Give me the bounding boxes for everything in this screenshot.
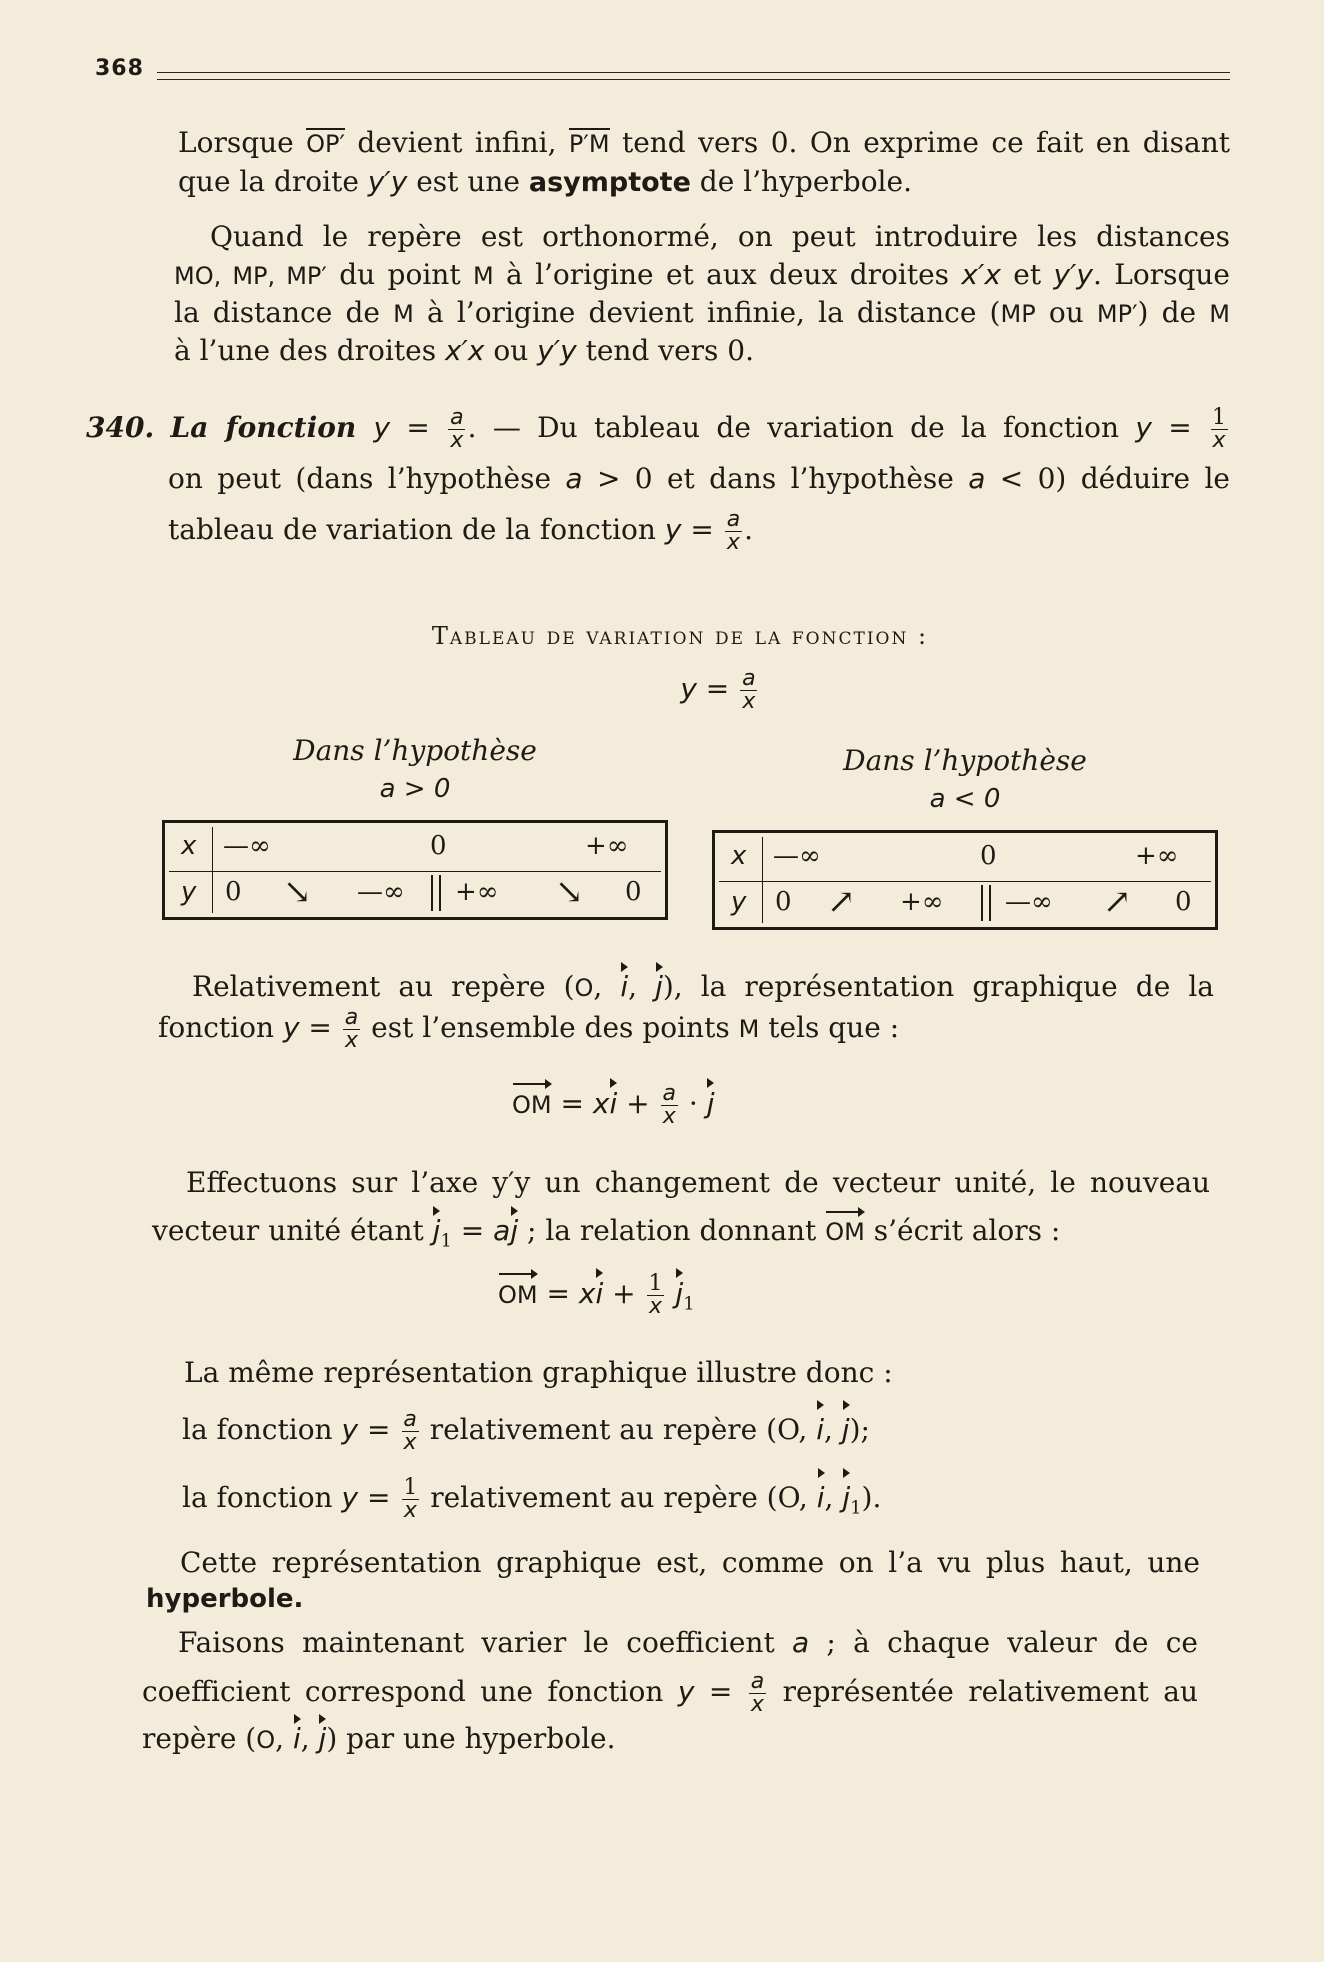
paragraph-unit-change-line2: vecteur unité étant $j_1$ = aj ; la relation donnant OM s’écrit alors : <box>152 1208 1210 1261</box>
y-value: +∞ <box>455 877 499 907</box>
paragraph-vary-coefficient-line1: Faisons maintenant varier le coefficient a ; à chaque valeur de ce <box>178 1626 1199 1659</box>
x-plus-infinity: +∞ <box>1135 841 1179 871</box>
y-value: 0 <box>225 877 242 907</box>
page-number: 368 <box>95 56 144 81</box>
hypothesis-positive-label: Dans l’hypothèse <box>293 734 537 767</box>
page-header <box>95 52 1230 92</box>
paragraph-vary-coefficient-line2: coefficient correspond une fonction y = $\frac{a}{x}$ représentée relativement au <box>142 1669 1198 1717</box>
header-rule <box>157 79 1230 80</box>
equation-om-j1: OM = xi + $\frac{1}{x}$ $j_1$ <box>498 1271 695 1319</box>
row-label-x: x <box>731 841 747 871</box>
paragraph-distances-line2: MO, MP, MP′ du point M à l’origine et aux deux droites x′x et y′y. Lorsque <box>174 258 1230 291</box>
increasing-arrow: ↗ <box>1103 882 1132 922</box>
increasing-arrow: ↗ <box>827 882 856 922</box>
paragraph-hyperbole-line1: Cette représentation graphique est, comme on l’a vu plus haut, une <box>180 1546 1200 1579</box>
tableau-title: Tableau de variation de la fonction : <box>431 622 929 650</box>
y-value: —∞ <box>357 877 405 907</box>
scan-margin <box>0 1962 1324 1987</box>
y-value: 0 <box>625 877 642 907</box>
hypothesis-negative: a < 0 <box>929 784 1001 814</box>
paragraph-representation-line2: fonction y = $\frac{a}{x}$ est l’ensemble des points M tels que : <box>158 1005 900 1053</box>
hypothesis-negative-label: Dans l’hypothèse <box>843 744 1087 777</box>
variation-table-negative <box>712 830 1218 930</box>
header-rule <box>157 72 1230 73</box>
discontinuity-bar <box>431 875 441 911</box>
y-value: 0 <box>1175 887 1192 917</box>
tableau-equation: y = $\frac{a}{x}$ <box>680 666 756 714</box>
row-label-y: y <box>731 887 747 917</box>
section-340-line1: 340. La fonction y = $\frac{a}{x}$ . — Du tableau de variation de la fonction y = $\frac{1}{x}$ <box>86 405 1227 453</box>
discontinuity-bar <box>981 885 991 921</box>
row-label-y: y <box>181 877 197 907</box>
x-zero: 0 <box>980 841 997 871</box>
y-value: —∞ <box>1005 887 1053 917</box>
row-label-x: x <box>181 831 197 861</box>
decreasing-arrow: ↘ <box>283 872 312 912</box>
section-340-line3: tableau de variation de la fonction y = $\frac{a}{x}$ . <box>168 507 754 555</box>
equation-om: OM = xi + $\frac{a}{x}$ · j <box>512 1081 715 1129</box>
paragraph-distances-line1: Quand le repère est orthonormé, on peut introduire les distances <box>210 220 1230 253</box>
paragraph-asymptote-line1: Lorsque OP′ devient infini, P′M tend vers 0. On exprime ce fait en disant <box>178 126 1230 159</box>
section-number: 340. <box>86 411 155 444</box>
paragraph-unit-change-line1: Effectuons sur l’axe y′y un changement de vecteur unité, le nouveau <box>186 1166 1210 1199</box>
x-minus-infinity: —∞ <box>223 831 271 861</box>
hypothesis-positive: a > 0 <box>379 774 451 804</box>
x-zero: 0 <box>430 831 447 861</box>
term-hyperbole: hyperbole. <box>146 1584 304 1614</box>
decreasing-arrow: ↘ <box>555 872 584 912</box>
y-value: +∞ <box>900 887 944 917</box>
x-minus-infinity: —∞ <box>773 841 821 871</box>
paragraph-distances-line3: la distance de M à l’origine devient infinie, la distance (MP ou MP′) de M <box>174 296 1230 329</box>
section-340-line2: on peut (dans l’hypothèse a > 0 et dans l’hypothèse a < 0) déduire le <box>168 462 1230 495</box>
paragraph-vary-coefficient-line3: repère (O, i, j) par une hyperbole. <box>142 1716 1198 1759</box>
paragraph-same-representation-line2: la fonction y = $\frac{a}{x}$ relativement au repère (O, i, j); <box>182 1402 1202 1454</box>
section-title: La fonction <box>170 411 374 444</box>
y-value: 0 <box>775 887 792 917</box>
term-asymptote: asymptote <box>528 167 691 198</box>
fraction-a-over-x: $\frac{a}{x}$ <box>450 405 464 453</box>
fraction-1-over-x: $\frac{1}{x}$ <box>1212 405 1227 453</box>
variation-table-positive <box>162 820 668 920</box>
x-plus-infinity: +∞ <box>585 831 629 861</box>
paragraph-same-representation-line3: la fonction y = $\frac{1}{x}$ relativement au repère (O, i, $j_1$). <box>182 1470 1202 1533</box>
paragraph-same-representation-line1: La même représentation graphique illustre donc : <box>184 1356 893 1389</box>
paragraph-asymptote-line2: que la droite y′y est une asymptote de l’hyperbole. <box>178 165 912 198</box>
paragraph-representation-line1: Relativement au repère (O, i, j), la représentation graphique de la <box>192 964 1214 1007</box>
paragraph-distances-line4: à l’une des droites x′x ou y′y tend vers 0. <box>174 334 755 367</box>
